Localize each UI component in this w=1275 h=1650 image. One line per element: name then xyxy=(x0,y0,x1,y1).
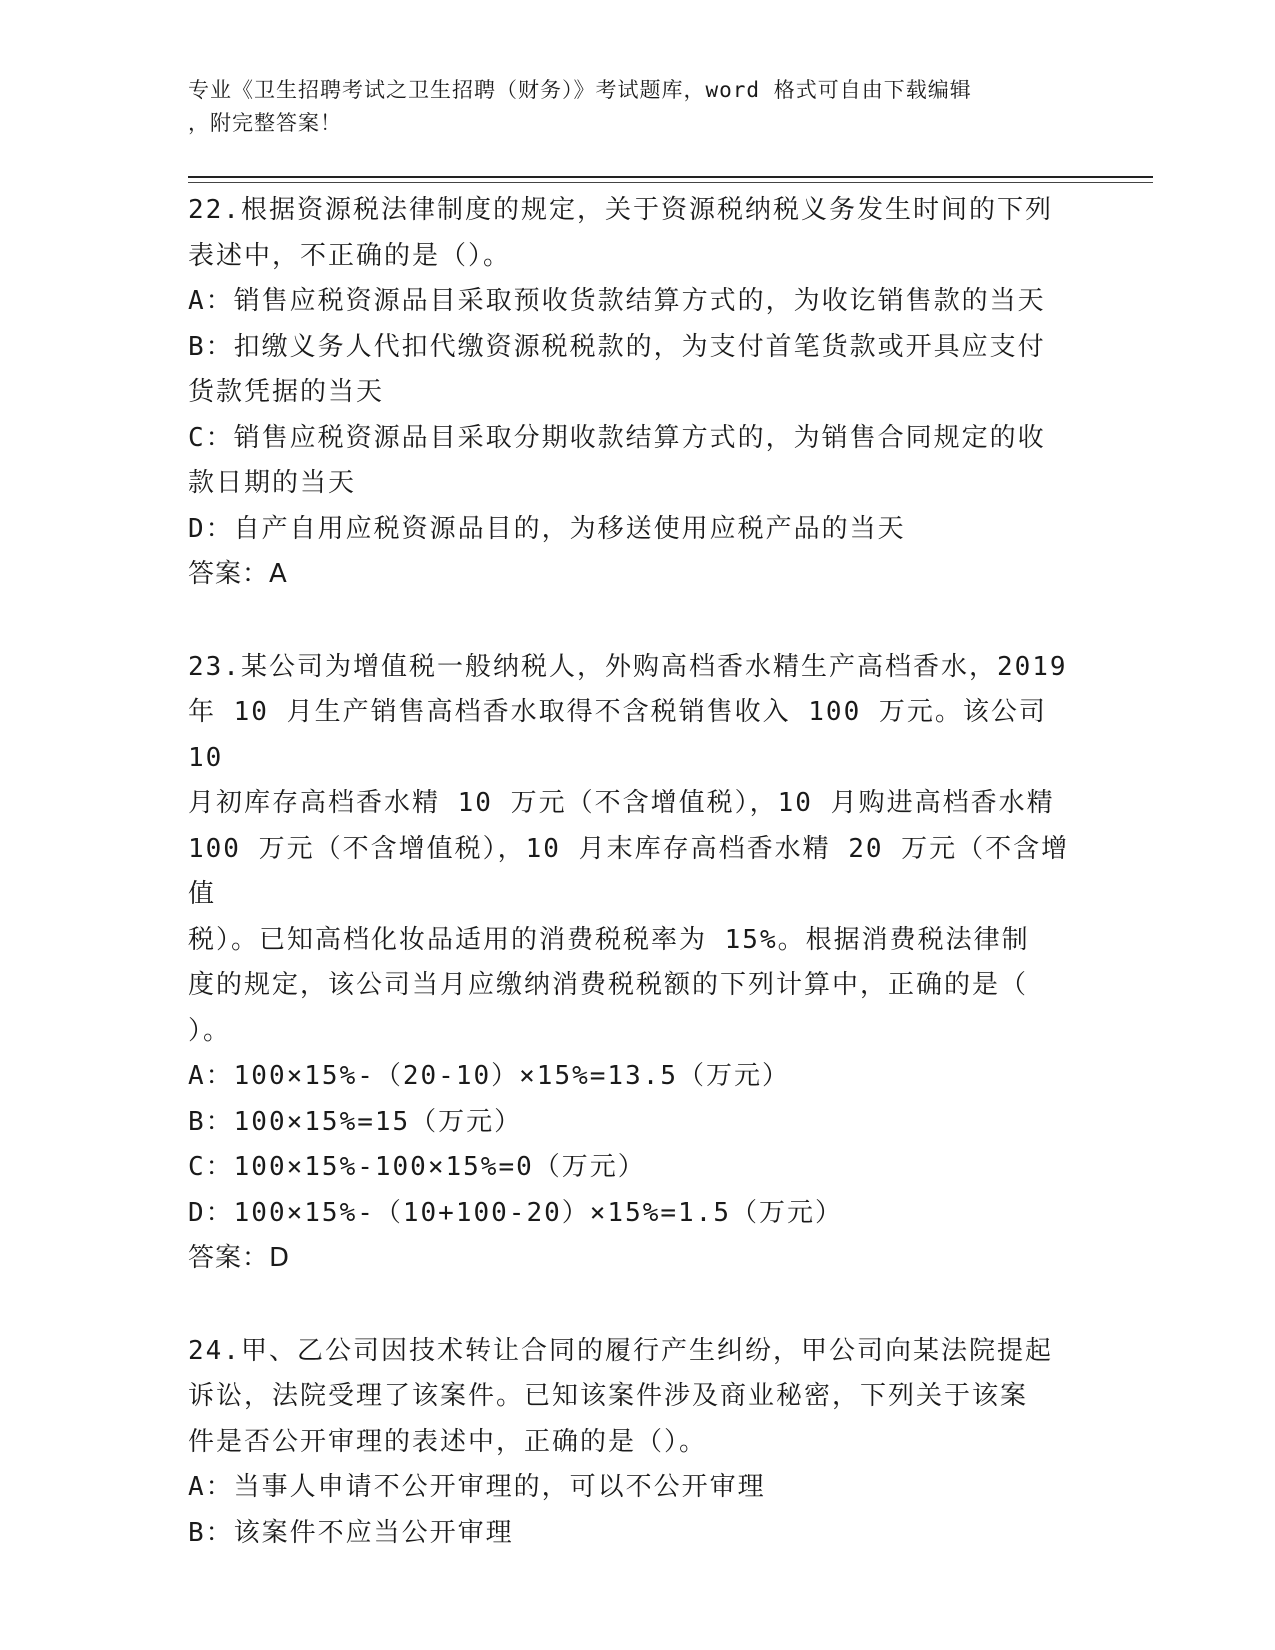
question-stem-line: 100 万元（不含增值税），10 月末库存高档香水精 20 万元（不含增值 xyxy=(188,833,1070,909)
option-b-continued: 货款凭据的当天 xyxy=(188,377,385,407)
question-stem-line: 月初库存高档香水精 10 万元（不含增值税），10 月购进高档香水精 xyxy=(188,788,1055,818)
header-line-2: ，附完整答案！ xyxy=(188,111,342,135)
question-stem-line: 税）。已知高档化妆品适用的消费税税率为 15%。根据消费税法律制 xyxy=(188,924,1030,955)
question-list xyxy=(188,188,1078,1603)
answer-label: 答案：A xyxy=(188,559,288,589)
option-c: C：100×15%-100×15%=0（万元） xyxy=(188,1152,646,1182)
header-line-1: 专业《卫生招聘考试之卫生招聘（财务）》考试题库，word 格式可自由下载编辑 xyxy=(188,78,972,102)
question-stem-line: 22.根据资源税法律制度的规定，关于资源税纳税义务发生时间的下列 xyxy=(188,195,1053,225)
option-d: D：自产自用应税资源品目的，为移送使用应税产品的当天 xyxy=(188,513,906,544)
header-divider xyxy=(188,176,1153,178)
header-divider-thin xyxy=(188,182,1153,183)
option-d: D：100×15%-（10+100-20）×15%=1.5（万元） xyxy=(188,1197,843,1228)
question-stem-line: 年 10 月生产销售高档香水取得不含税销售收入 100 万元。该公司 10 xyxy=(188,697,1047,773)
question-stem-line: 度的规定，该公司当月应缴纳消费税税额的下列计算中，正确的是（ xyxy=(188,970,1029,1000)
question-stem-line: ）。 xyxy=(188,1015,232,1046)
option-b: B：100×15%=15（万元） xyxy=(188,1106,523,1137)
option-c: C：销售应税资源品目采取分期收款结算方式的，为销售合同规定的收 xyxy=(188,422,1046,453)
question-stem-line: 件是否公开审理的表述中，正确的是（）。 xyxy=(188,1426,708,1457)
question-stem-line: 23.某公司为增值税一般纳税人，外购高档香水精生产高档香水，2019 xyxy=(188,651,1068,682)
question-23 xyxy=(188,645,1078,1282)
question-22 xyxy=(188,188,1078,598)
option-b: B：扣缴义务人代扣代缴资源税税款的，为支付首笔货款或开具应支付 xyxy=(188,331,1046,362)
question-24 xyxy=(188,1329,1078,1557)
question-stem-line: 诉讼，法院受理了该案件。已知该案件涉及商业秘密，下列关于该案 xyxy=(188,1381,1029,1411)
question-stem-line: 表述中，不正确的是（）。 xyxy=(188,240,512,271)
option-b: B：该案件不应当公开审理 xyxy=(188,1517,514,1548)
option-a: A：100×15%-（20-10）×15%=13.5（万元） xyxy=(188,1061,791,1091)
question-stem-line: 24.甲、乙公司因技术转让合同的履行产生纠纷，甲公司向某法院提起 xyxy=(188,1335,1053,1366)
document-header xyxy=(188,74,1068,140)
option-a: A：当事人申请不公开审理的，可以不公开审理 xyxy=(188,1472,766,1502)
answer-label: 答案：D xyxy=(188,1243,291,1273)
option-c-continued: 款日期的当天 xyxy=(188,468,357,498)
option-a: A：销售应税资源品目采取预收货款结算方式的，为收讫销售款的当天 xyxy=(188,286,1046,316)
